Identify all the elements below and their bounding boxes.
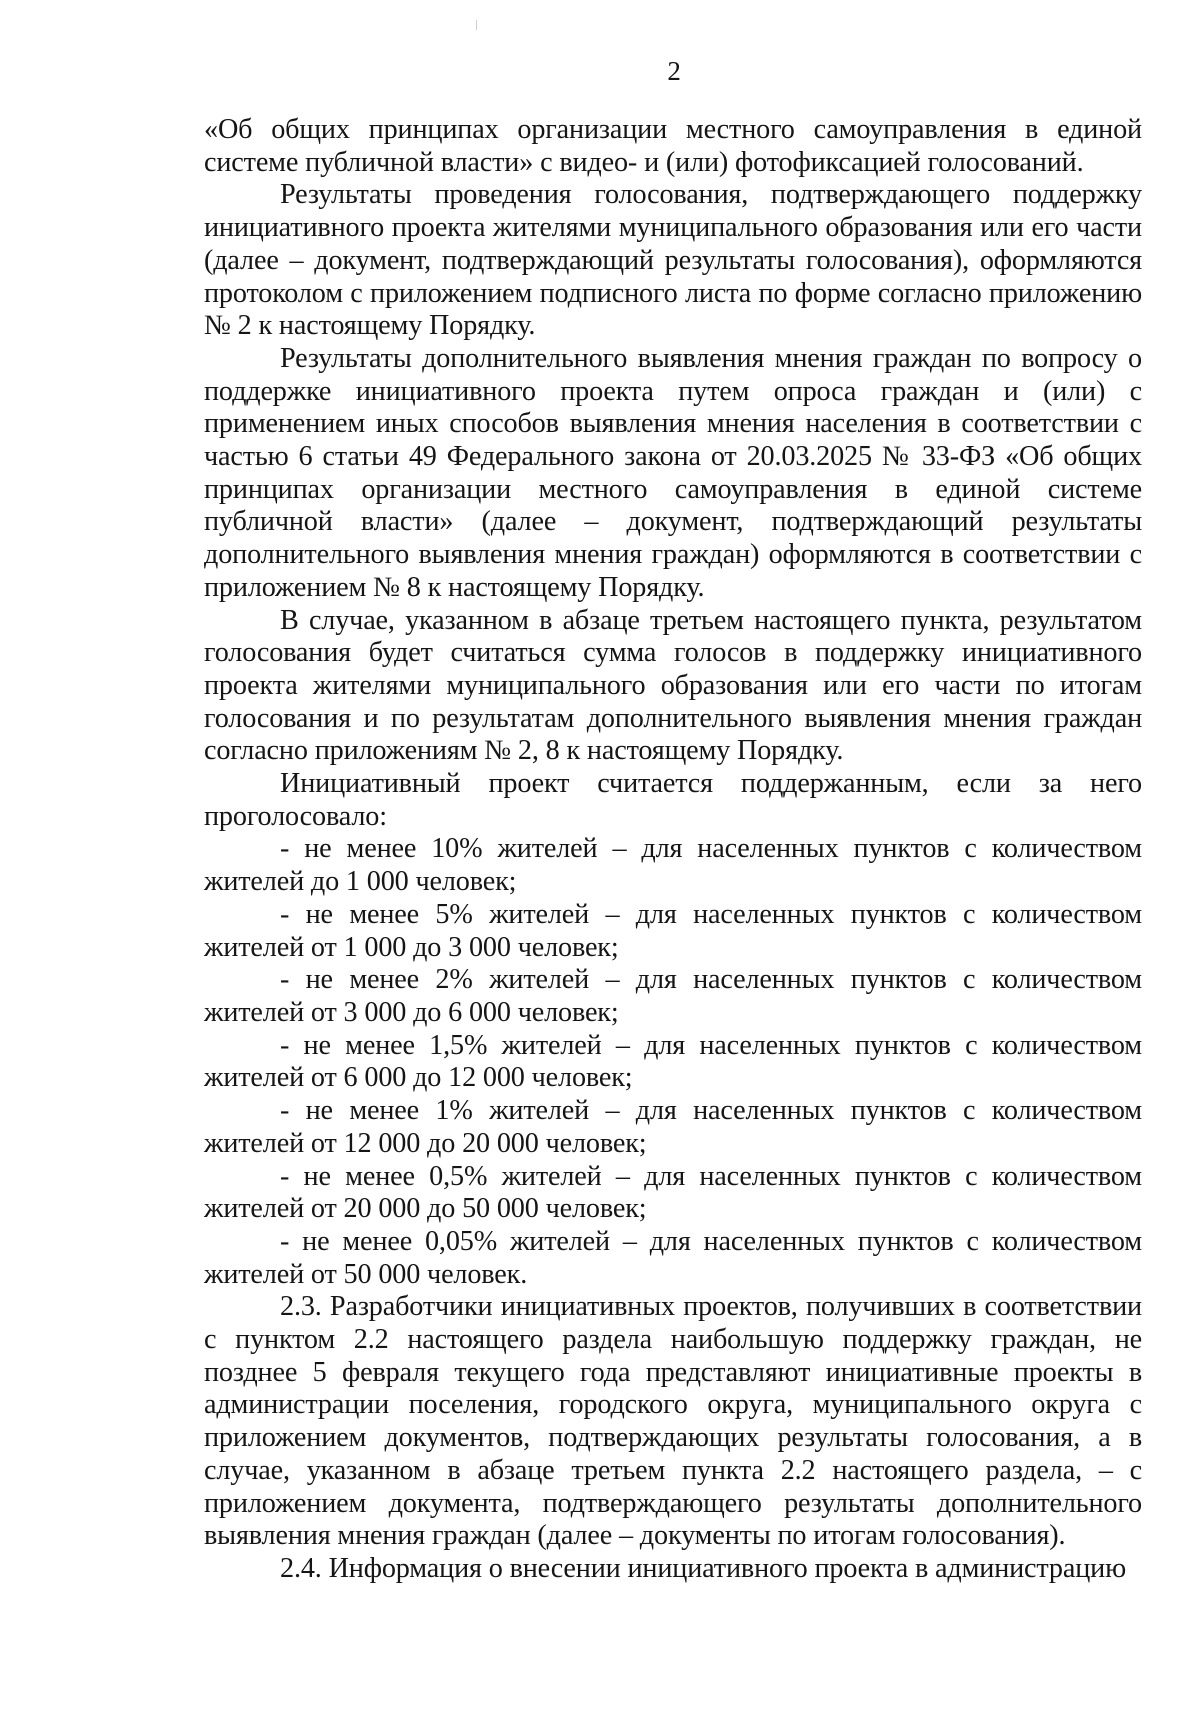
- paragraph-continuation: «Об общих принципах организации местного самоуправления в единой системе публичной власти» с видео- и (или) фотофиксацией голосований.: [204, 114, 1142, 178]
- list-item-threshold: - не менее 0,05% жителей – для населенных пунктов с количеством жителей от 50 000 человек.: [204, 1225, 1142, 1290]
- paragraph-section-2-4: 2.4. Информация о внесении инициативного проекта в администрацию: [280, 1552, 1127, 1584]
- paragraph-section-2-3: 2.3. Разработчики инициативных проектов, получивших в соответствии с пунктом 2.2 настоящего раздела наибольшую поддержку граждан, не позднее 5 февраля текущего года представляют инициативные проекты в администрации поселения, городского округа, муниципального округа с приложением документов, подтверждающих результаты голосования, а в случае, указанном в абзаце третьем пункта 2.2 настоящего раздела, – с приложением документа, подтверждающего результаты дополнительного выявления мнения граждан (далее – документы по итогам голосования).: [204, 1291, 1142, 1552]
- document-body: [204, 114, 1142, 1586]
- scan-artifact: [476, 20, 477, 30]
- list-item-threshold: - не менее 10% жителей – для населенных пунктов с количеством жителей до 1 000 человек;: [204, 833, 1142, 898]
- page-number: 2: [667, 56, 681, 86]
- paragraph-additional-survey: Результаты дополнительного выявления мнения граждан по вопросу о поддержке инициативного проекта путем опроса граждан и (или) с применением иных способов выявления мнения населения в соответствии с частью 6 статьи 49 Федерального закона от 20.03.2025 № 33-ФЗ «Об общих принципах организации местного самоуправления в единой системе публичной власти» (далее – документ, подтверждающий результаты дополнительного выявления мнения граждан) оформляются в соответствии с приложением № 8 к настоящему Порядку.: [204, 342, 1142, 603]
- list-item-threshold: - не менее 0,5% жителей – для населенных пунктов с количеством жителей от 20 000 до 50 000 человек;: [204, 1160, 1142, 1225]
- list-item-threshold: - не менее 1% жителей – для населенных пунктов с количеством жителей от 12 000 до 20 000 человек;: [204, 1095, 1142, 1159]
- paragraph-vote-sum: В случае, указанном в абзаце третьем настоящего пункта, результатом голосования будет считаться сумма голосов в поддержку инициативного проекта жителями муниципального образования или его части по итогам голосования и по результатам дополнительного выявления мнения граждан согласно приложениям № 2, 8 к настоящему Порядку.: [204, 604, 1142, 767]
- list-item-threshold: - не менее 5% жителей – для населенных пунктов с количеством жителей от 1 000 до 3 000 человек;: [204, 898, 1142, 963]
- paragraph-support-condition: Инициативный проект считается поддержанным, если за него проголосовало:: [204, 768, 1142, 832]
- list-item-threshold: - не менее 1,5% жителей – для населенных пунктов с количеством жителей от 6 000 до 12 000 человек;: [204, 1029, 1142, 1094]
- list-item-threshold: - не менее 2% жителей – для населенных пунктов с количеством жителей от 3 000 до 6 000 человек;: [204, 964, 1142, 1028]
- paragraph-voting-results: Результаты проведения голосования, подтверждающего поддержку инициативного проекта жителями муниципального образования или его части (далее – документ, подтверждающий результаты голосования), оформляются протоколом с приложением подписного листа по форме согласно приложению № 2 к настоящему Порядку.: [204, 179, 1142, 342]
